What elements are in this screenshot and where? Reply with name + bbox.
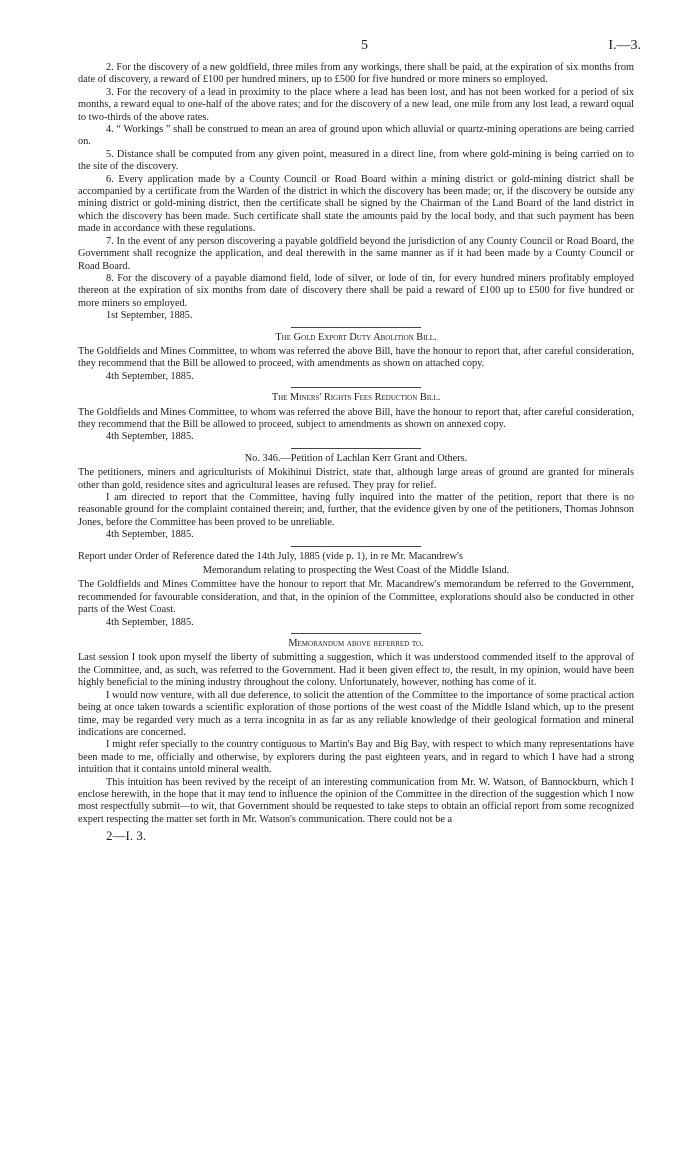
page-number: 5 — [361, 38, 368, 53]
report-title: Report under Order of Reference dated the 14th July, 1885 (vide p. 1), in re Mr. Macandrew's — [78, 550, 463, 562]
regulation-6: 6. Every application made by a County Council or Road Board within a mining district or gold-mining district shall be accompanied by a certificate from the Warden of the district in which the discovery has been made; or, if the discovery be outside any mining district or gold-mining district, then the certificate shall be signed by the Chairman of the Land Board of the land district in which the discovery has been made. Such certificate shall state the amounts paid by the local body, and that such payment has been made in accordance with these regulations. — [78, 173, 634, 235]
gold-bill-report: The Goldfields and Mines Committee, to whom was referred the above Bill, have the honour to report that, after careful consideration, they recommend that the Bill be allowed to proceed, with amendments as shown on attached copy. — [78, 345, 634, 370]
regulation-7: 7. In the event of any person discovering a payable goldfield beyond the jurisdiction of any County Council or Road Board, the Government shall recognize the application, and deal therewith in the same manner as if it had been made by a County Council or Road Board. — [78, 235, 634, 272]
divider — [291, 327, 421, 328]
regulation-3: 3. For the recovery of a lead in proximity to the place where a lead has been lost, and has not been worked for a period of six months, a reward equal to one-half of the above rates; and for the discovery of a new lead, one mile from any lost lead, a reward oqual to two-thirds of the above rates. — [78, 86, 634, 123]
regulation-5: 5. Distance shall be computed from any given point, measured in a direct line, from where gold-mining is being carried on to the site of the discovery. — [78, 148, 634, 173]
regulations-date: 1st September, 1885. — [106, 310, 193, 322]
document-page — [78, 38, 641, 844]
gold-bill-date: 4th September, 1885. — [106, 370, 194, 382]
signature-mark: 2—I. 3. — [106, 828, 147, 844]
report-subtitle: Memorandum relating to prospecting the West Coast of the Middle Island. — [202, 565, 510, 577]
regulation-8: 8. For the discovery of a payable diamond field, lode of silver, or lode of tin, for every hundred miners profitably employed thereon at the expiration of six months from date of discovery there shall be paid a reward of £100 up to £500 for five hundred or more miners so employed. — [78, 272, 634, 309]
report-date: 4th September, 1885. — [106, 616, 194, 628]
report-body: The Goldfields and Mines Committee have the honour to report that Mr. Macandrew's memorandum be referred to the Government, recommended for favourable consideration, and that, in the opinion of the Committee, explorations should also be conducted in other parts of the West Coast. — [78, 579, 634, 616]
page-header — [78, 38, 641, 62]
paper-reference: I.—3. — [608, 38, 641, 53]
regulation-4: 4. “ Workings ” shall be construed to mean an area of ground upon which alluvial or quartz-mining operations are being carried on. — [78, 124, 634, 148]
gold-bill-title: The Gold Export Duty Abolition Bill. — [275, 331, 437, 343]
regulation-2: 2. For the discovery of a new goldfield, three miles from any workings, there shall be paid, at the expiration of six months from date of discovery, a reward of £100 per hundred miners, up to £500 for five hundred or more miners so employed. — [78, 62, 634, 86]
divider — [291, 448, 421, 449]
memorandum-para-2: I would now venture, with all due deference, to solicit the attention of the Committee to the importance of some practical action being at once taken towards a scientific exploration of those portions of the west coast of the Middle Island which, up to the present time, may be regarded very much as a terra incognita in as far as any reliable knowledge of their geological formation and mineral indications are concerned. — [78, 689, 634, 738]
memorandum-para-1: Last session I took upon myself the liberty of submitting a suggestion, which it was understood commended itself to the approval of the Committee, and, as such, was referred to the Government. Had it been given effect to, the result, in my opinion, would have been highly beneficial to the mining industry throughout the colony. Unfortunately, however, nothing has come of it. — [78, 652, 634, 689]
miners-bill-report: The Goldfields and Mines Committee, to whom was referred the above Bill, have the honour to report that, after careful consideration, they recommend that the Bill be allowed to proceed, subject to amendments as shown on annexed copy. — [78, 406, 634, 430]
petition-statement: The petitioners, miners and agriculturists of Mokihinui District, state that, although large areas of ground are granted for minerals other than gold, residence sites and agricultural leases are refused. They pray for relief. — [78, 467, 634, 491]
petition-date: 4th September, 1885. — [106, 529, 194, 541]
miners-bill-date: 4th September, 1885. — [106, 431, 194, 443]
petition-finding: I am directed to report that the Committee, having fully inquired into the matter of the petition, report that there is no reasonable ground for the complaint contained therein; and, further, that the evidence given by one of the petitioners, Thomas Johnson Jones, before the Committee has been proved to be unreliable. — [78, 492, 634, 528]
divider — [291, 633, 421, 634]
miners-bill-title: The Miners' Rights Fees Reduction Bill. — [271, 392, 441, 404]
divider — [291, 546, 421, 547]
memorandum-title: Memorandum above referred to. — [288, 638, 424, 650]
memorandum-para-3: I might refer specially to the country contiguous to Martin's Bay and Big Bay, with respect to which many representations have been made to me, officially and otherwise, by explorers during the past eighteen years, and in regard to which I have had a strong intuition that it contains untold mineral wealth. — [78, 739, 634, 776]
divider — [291, 387, 421, 388]
memorandum-para-4: This intuition has been revived by the receipt of an interesting communication from Mr. W. Watson, of Bannockburn, which I enclose herewith, in the hope that it may tend to influence the opinion of the Committee in the direction of the suggestion which I now most respectfully submit—to wit, that Government should be requested to take steps to obtain an official report from some recognized expert respecting the matter set forth in Mr. Watson's communication. There could not be a — [78, 776, 634, 825]
petition-title: No. 346.—Petition of Lachlan Kerr Grant and Others. — [244, 452, 468, 464]
